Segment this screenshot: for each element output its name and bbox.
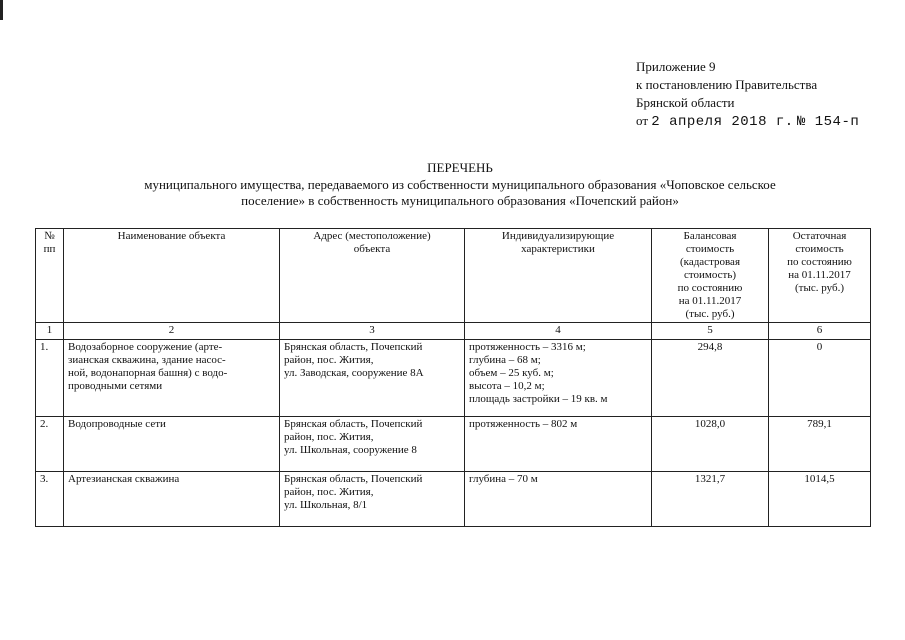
row-num: 1.	[36, 340, 64, 417]
header-balance-value	[652, 229, 769, 323]
header-residual-line: по состоянию	[787, 256, 852, 268]
row-name-line: Водозаборное сооружение (арте-	[68, 341, 223, 353]
column-number: 4	[465, 323, 652, 340]
row-characteristic: глубина – 70 м	[469, 473, 538, 485]
row-balance: 1321,7	[652, 472, 769, 527]
header-residual-value	[769, 229, 871, 323]
annex-date: 2 апреля 2018 г.	[651, 114, 794, 130]
header-balance-line: Балансовая	[683, 230, 737, 242]
row-address-line: ул. Школьная, сооружение 8	[284, 444, 417, 456]
row-address	[280, 472, 465, 527]
row-address-line: ул. Школьная, 8/1	[284, 499, 368, 511]
header-balance-line: (тыс. руб.)	[685, 308, 735, 320]
row-name-line: зианская скважина, здание насос-	[68, 354, 226, 366]
row-address-line: Брянская область, Почепский	[284, 473, 423, 485]
header-balance-line: на 01.11.2017	[678, 295, 742, 307]
header-balance-line: по состоянию	[677, 282, 743, 294]
row-address-line: район, пос. Жития,	[284, 354, 374, 366]
row-name	[64, 340, 280, 417]
header-balance-line: (кадастровая	[679, 256, 741, 268]
annex-title: Приложение 9	[636, 59, 716, 74]
header-balance-line: стоимость)	[683, 269, 737, 281]
table-header-row	[36, 229, 871, 323]
row-name-line: ной, водонапорная башня) с водо-	[68, 367, 228, 379]
document-title: ПЕРЕЧЕНЬ	[427, 160, 493, 175]
row-characteristic: площадь застройки – 19 кв. м	[469, 393, 608, 405]
column-number: 2	[64, 323, 280, 340]
column-number-row	[36, 323, 871, 340]
row-address	[280, 417, 465, 472]
row-characteristics	[465, 340, 652, 417]
header-balance-line: стоимость	[685, 243, 735, 255]
row-balance: 294,8	[652, 340, 769, 417]
header-address-line: Адрес (местоположение)	[313, 230, 431, 242]
header-residual-line: (тыс. руб.)	[795, 282, 844, 294]
row-num: 3.	[36, 472, 64, 527]
page-edge-mark	[0, 0, 3, 20]
row-name	[64, 472, 280, 527]
header-residual-line: на 01.11.2017	[788, 269, 851, 281]
header-num-line: пп	[43, 243, 56, 255]
row-address-line: ул. Заводская, сооружение 8А	[284, 367, 424, 379]
table-row	[36, 340, 871, 417]
row-characteristic: глубина – 68 м;	[469, 354, 541, 366]
annex-region: Брянской области	[636, 95, 735, 110]
header-residual-line: стоимость	[795, 243, 844, 255]
annex-date-prefix: от	[636, 113, 649, 128]
header-num-line: №	[44, 230, 55, 242]
row-balance: 1028,0	[652, 417, 769, 472]
row-characteristic: высота – 10,2 м;	[469, 380, 545, 392]
column-number: 6	[769, 323, 871, 340]
header-name-text: Наименование объекта	[117, 230, 226, 242]
row-characteristic: протяженность – 802 м	[469, 418, 578, 430]
row-residual: 1014,5	[769, 472, 871, 527]
row-characteristics	[465, 417, 652, 472]
annex-date-line	[636, 112, 859, 131]
table-row	[36, 417, 871, 472]
row-residual: 789,1	[769, 417, 871, 472]
document-heading	[60, 160, 860, 210]
row-name-line: проводными сетями	[68, 380, 163, 392]
annex-number: № 154-п	[796, 114, 860, 130]
row-name	[64, 417, 280, 472]
header-num	[36, 229, 64, 323]
row-characteristic: объем – 25 куб. м;	[469, 367, 554, 379]
header-address	[280, 229, 465, 323]
header-characteristics	[465, 229, 652, 323]
header-residual-line: Остаточная	[792, 230, 847, 242]
header-characteristics-line: Индивидуализирующие	[501, 230, 615, 242]
annex-decree: к постановлению Правительства	[636, 77, 818, 92]
header-name	[64, 229, 280, 323]
row-address-line: район, пос. Жития,	[284, 431, 374, 443]
row-characteristic: протяженность – 3316 м;	[469, 341, 586, 353]
column-number: 1	[36, 323, 64, 340]
property-table	[35, 228, 871, 527]
row-name-line: Артезианская скважина	[68, 473, 180, 485]
document-subtitle-line-2: поселение» в собственность муниципального образования «Почепский район»	[241, 193, 679, 208]
column-number: 5	[652, 323, 769, 340]
header-address-line: объекта	[353, 243, 391, 255]
row-num: 2.	[36, 417, 64, 472]
row-name-line: Водопроводные сети	[68, 418, 166, 430]
row-address-line: Брянская область, Почепский	[284, 418, 423, 430]
table-row	[36, 472, 871, 527]
row-residual: 0	[769, 340, 871, 417]
row-address-line: район, пос. Жития,	[284, 486, 374, 498]
document-subtitle-line-1: муниципального имущества, передаваемого из собственности муниципального образования «Чоповское сельское	[144, 176, 776, 192]
row-characteristics	[465, 472, 652, 527]
row-address	[280, 340, 465, 417]
header-characteristics-line: характеристики	[521, 243, 595, 255]
column-number: 3	[280, 323, 465, 340]
annex-block	[636, 58, 859, 131]
row-address-line: Брянская область, Почепский	[284, 341, 423, 353]
